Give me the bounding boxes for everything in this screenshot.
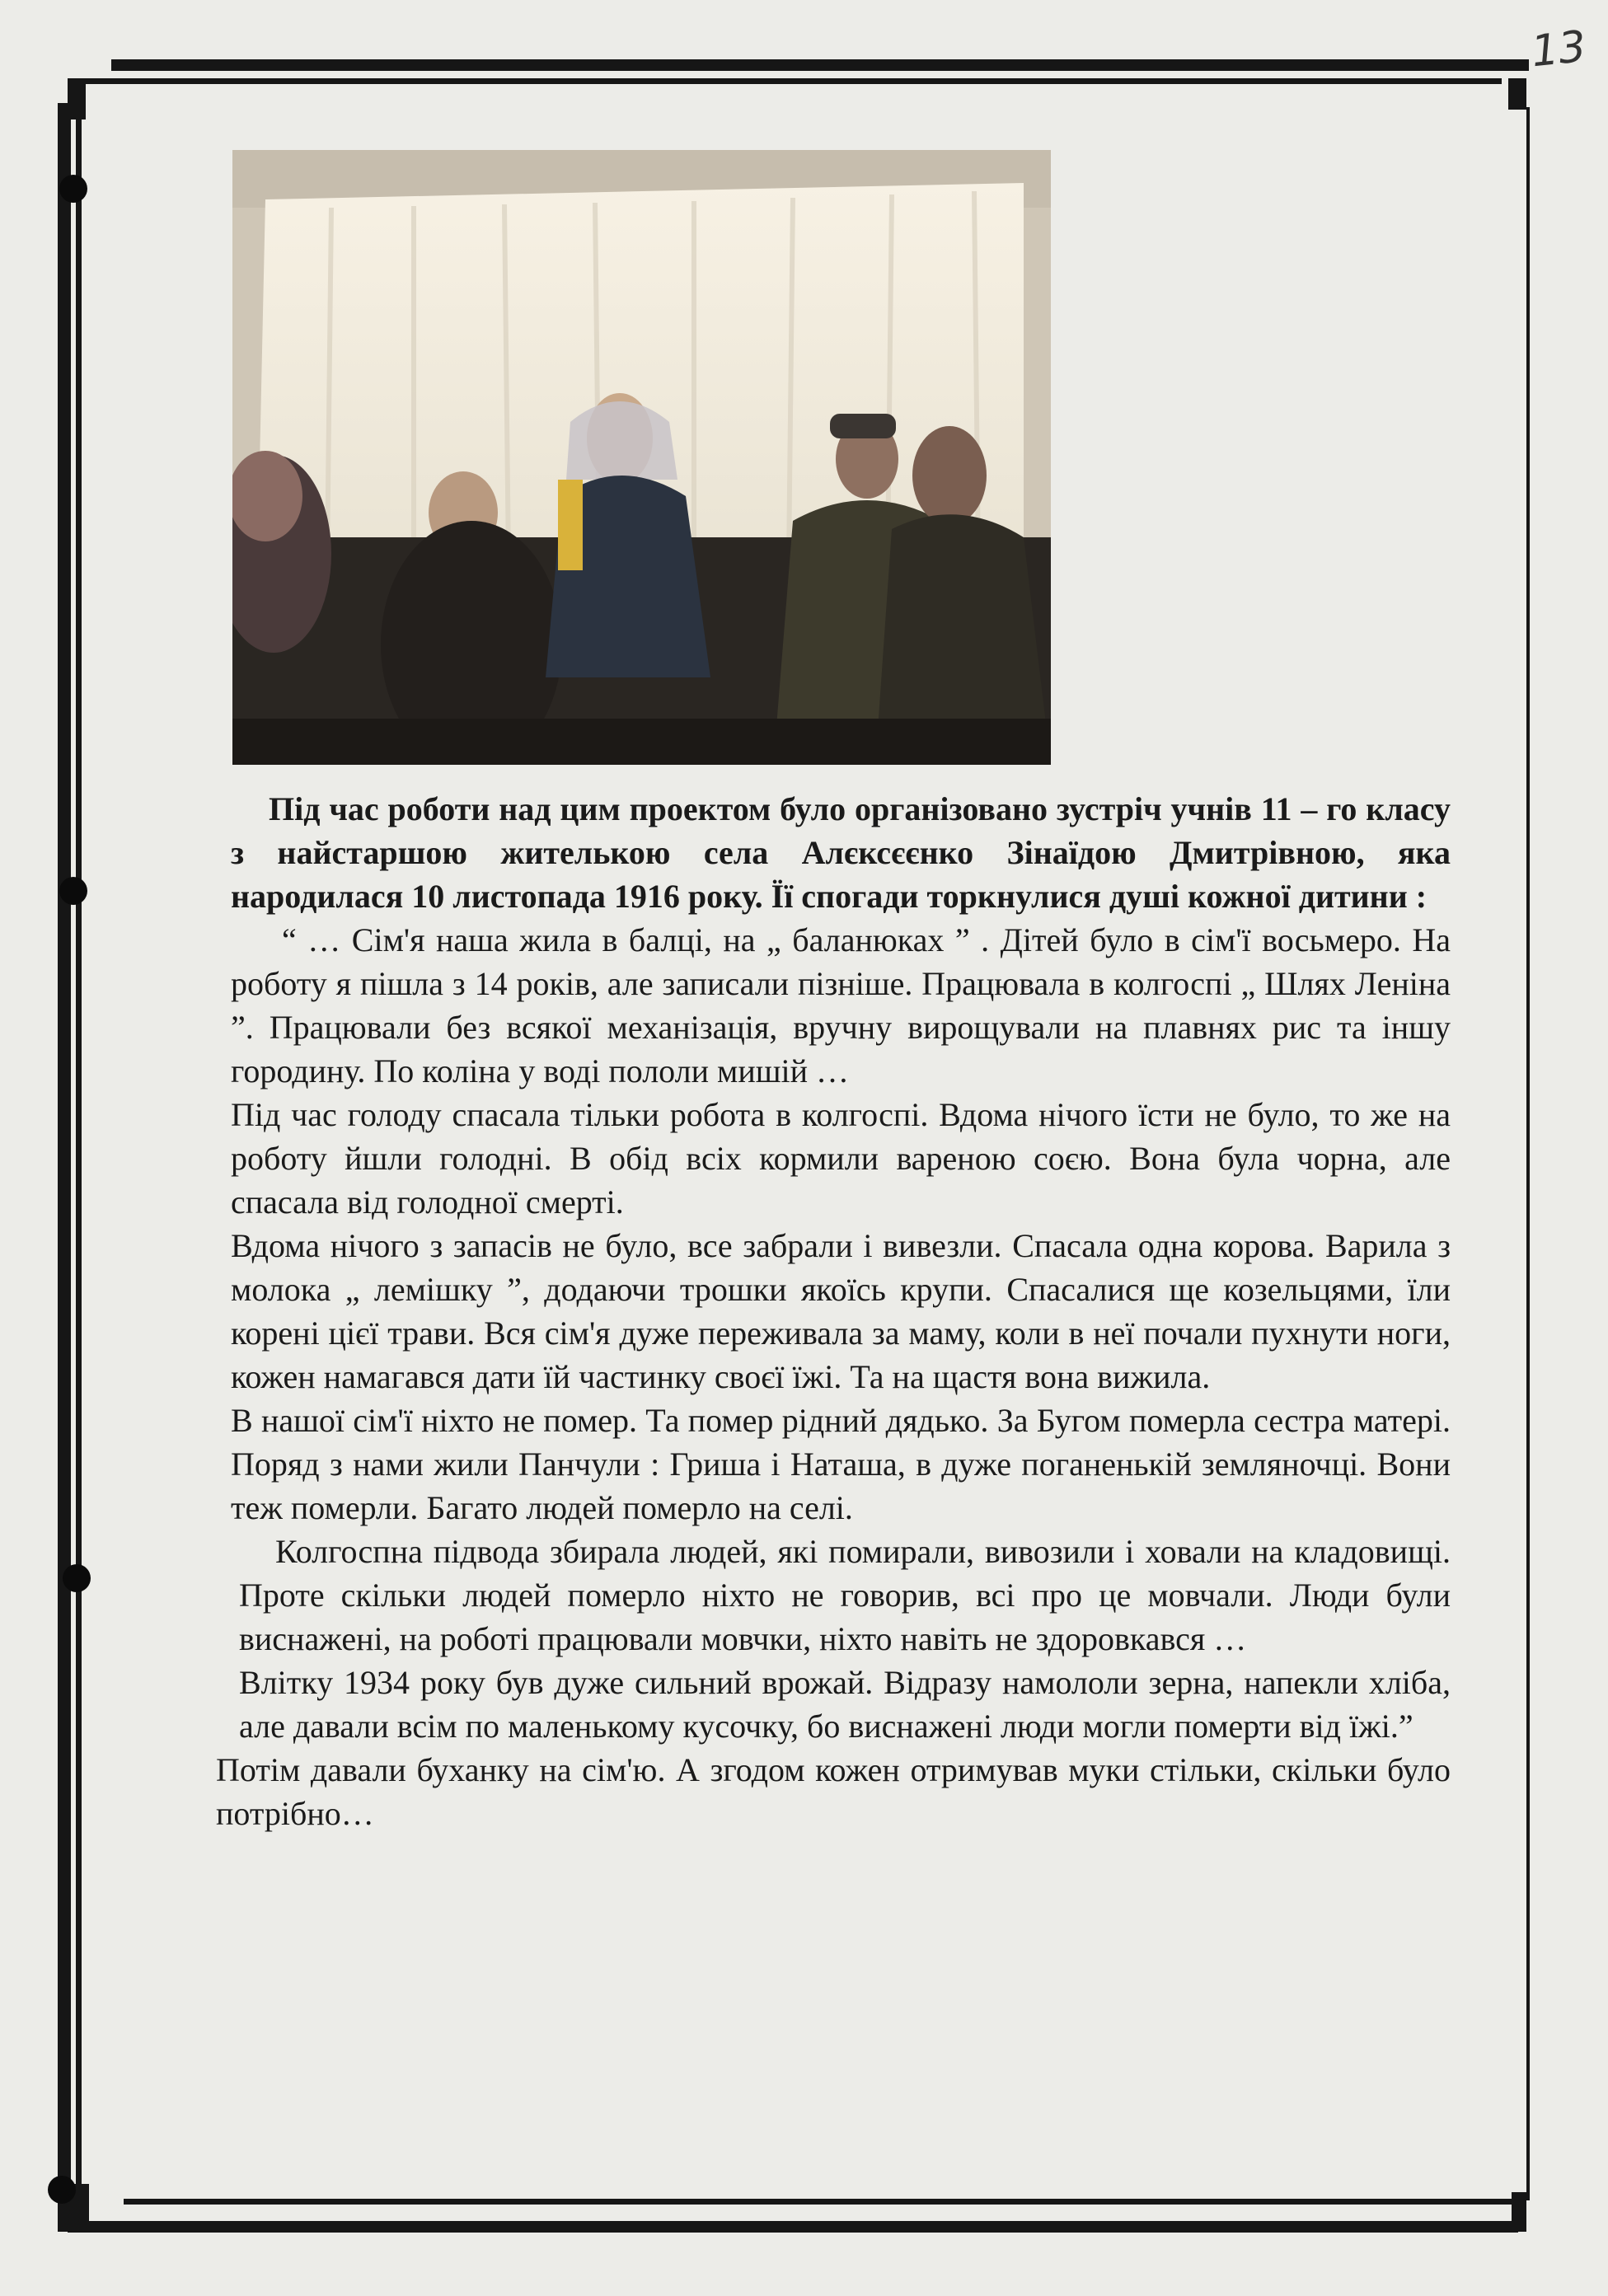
frame-top-right-corner bbox=[1508, 78, 1526, 110]
memoir-paragraph-6: Влітку 1934 року був дуже сильний врожай. Відразу намололи зерна, напекли хліба, але давали всім по маленькому кусочку, бо виснажені люди могли померти від їжі.” bbox=[239, 1664, 1451, 1745]
frame-left-outer bbox=[58, 103, 71, 2213]
group-photo bbox=[232, 150, 1051, 765]
frame-bottom-inner bbox=[124, 2199, 1525, 2205]
frame-bottom-right-corner bbox=[1512, 2192, 1526, 2232]
memoir-paragraph-1: “ … Сім'я наша жила в балці, на „ баланюках ” . Дітей було в сім'ї восьмеро. На роботу я пішла з 14 років, але записали пізніше. Працювала в колгоспі „ Шлях Леніна ”. Працювали без всякої механізація, вручну вирощували на плавнях рис та іншу городину. По коліна у воді пололи мишій … bbox=[231, 921, 1451, 1089]
closing-paragraph: Потім давали буханку на сім'ю. А згодом кожен отримував муки стільки, скільки було потрібно… bbox=[216, 1751, 1451, 1832]
frame-bottom-outer bbox=[68, 2221, 1518, 2233]
frame-top-outer bbox=[111, 59, 1529, 71]
frame-left-inner bbox=[76, 87, 82, 2221]
memoir-paragraph-4: В нашої сім'ї ніхто не помер. Та помер рідний дядько. За Бугом померла сестра матері. Поряд з нами жили Панчули : Гриша і Наташа, в дуже поганенькій земляночці. Вони теж померли. Багато людей померло на селі. bbox=[231, 1402, 1451, 1526]
article-body bbox=[216, 787, 1451, 1835]
memoir-paragraph-2: Під час голоду спасала тільки робота в колгоспі. Вдома нічого їсти не було, то же на роботу йшли голодні. В обід всіх кормили вареною соєю. Вона була чорна, але спасала від голодної смерті. bbox=[231, 1096, 1451, 1221]
punch-hole bbox=[48, 2176, 76, 2204]
memoir-paragraph-3: Вдома нічого з запасів не було, все забрали і вивезли. Спасала одна корова. Варила з молока „ лемішку ”, додаючи трошки якоїсь крупи. Спасалися ще козельцями, їли корені цієї трави. Вся сім'я дуже переживала за маму, коли в неї почали пухнути ноги, кожен намагався дати їй частинку своєї їжі. Та на щастя вона вижила. bbox=[231, 1227, 1451, 1395]
page-number: 13 bbox=[1529, 21, 1589, 77]
frame-top-inner bbox=[68, 78, 1502, 84]
punch-hole bbox=[63, 1564, 91, 1592]
memoir-paragraph-5: Колгоспна підвода збирала людей, які помирали, вивозили і ховали на кладовищі. Проте скільки людей померло ніхто не говорив, всі про це мовчали. Люди були виснажені, на роботі працювали мовчки, ніхто навіть не здоровкався … bbox=[239, 1533, 1451, 1657]
intro-paragraph: Під час роботи над цим проектом було організовано зустріч учнів 11 – го класу з найстаршою жителькою села Алєксєєнко Зінаїдою Дмитрівною, яка народилася 10 листопада 1916 року. Її спогади торкнулися душі кожної дитини : bbox=[231, 790, 1451, 915]
punch-hole bbox=[59, 175, 87, 203]
punch-hole bbox=[59, 877, 87, 905]
frame-right-line bbox=[1526, 107, 1530, 2200]
